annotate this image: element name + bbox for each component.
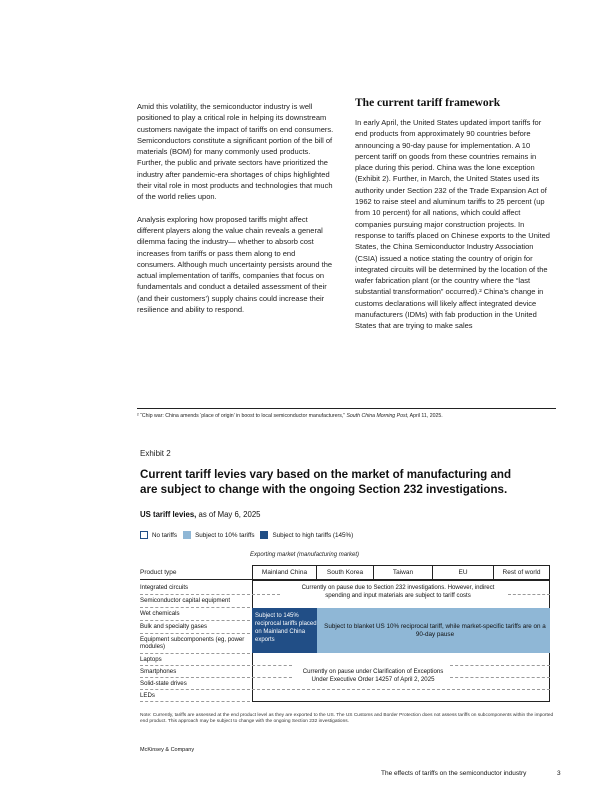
legend-swatch-10-percent bbox=[183, 531, 191, 539]
row-separator bbox=[140, 701, 250, 702]
cell-separator bbox=[252, 665, 292, 666]
footer-title: The effects of tariffs on the semiconductor industry bbox=[381, 770, 527, 777]
row-wet-chemicals: Wet chemicals bbox=[140, 610, 180, 617]
section-heading: The current tariff framework bbox=[355, 97, 501, 109]
row-integrated-circuits: Integrated circuits bbox=[140, 584, 189, 591]
legend-item-high bbox=[260, 531, 353, 539]
row-semiconductor-capital-equipment: Semiconductor capital equipment bbox=[140, 597, 231, 604]
header-rest-of-world: Rest of world bbox=[493, 565, 550, 580]
row-separator bbox=[140, 677, 250, 678]
chart-subtitle-bold: US tariff levies, bbox=[140, 510, 197, 519]
header-taiwan: Taiwan bbox=[373, 565, 433, 580]
exhibit-label: Exhibit 2 bbox=[140, 449, 171, 458]
left-column bbox=[137, 101, 335, 326]
cell-separator bbox=[450, 665, 550, 666]
row-separator bbox=[140, 607, 250, 608]
section-232-pause-note: Currently on pause due to Section 232 investigations. However, indirect spending and input materials are subject to tariff costs bbox=[288, 584, 508, 600]
cell-separator bbox=[450, 677, 550, 678]
row-bulk-specialty-gases: Bulk and specialty gases bbox=[140, 623, 208, 630]
row-equipment-subcomponents: Equipment subcomponents (eg, power modules) bbox=[140, 636, 245, 650]
china-145-note: Subject to 145% reciprocal tariffs placed on Mainland China exports bbox=[255, 613, 317, 643]
cell-separator bbox=[508, 594, 550, 595]
right-column bbox=[355, 117, 553, 343]
legend-item-no-tariffs bbox=[140, 531, 177, 539]
legend bbox=[140, 531, 359, 539]
row-separator bbox=[140, 633, 250, 634]
brand-name: McKinsey & Company bbox=[140, 747, 195, 753]
chart-note: Note: Currently, tariffs are assessed at the end product level as they are exported to the US. The US Customs and Border Protection does not assess tariffs on subcomponents within the imported end product. This approach may be subject to change with the ongoing Section 232 investigations. bbox=[140, 713, 554, 725]
header-mainland-china: Mainland China bbox=[252, 565, 317, 580]
header-divider bbox=[140, 579, 252, 580]
legend-label: No tariffs bbox=[152, 531, 178, 539]
cell-separator bbox=[252, 689, 550, 690]
row-smartphones: Smartphones bbox=[140, 668, 177, 675]
header-eu: EU bbox=[432, 565, 494, 580]
footnote-source: South China Morning Post bbox=[346, 413, 408, 419]
row-separator bbox=[140, 653, 250, 654]
footnote bbox=[137, 413, 443, 419]
row-separator bbox=[140, 594, 250, 595]
row-laptops: Laptops bbox=[140, 656, 162, 663]
cell-separator bbox=[252, 677, 292, 678]
cell-separator bbox=[252, 594, 280, 595]
footnote-marker: ² bbox=[137, 413, 139, 419]
row-separator bbox=[140, 689, 250, 690]
blanket-10-note: Subject to blanket US 10% reciprocal tariff, while market-specific tariffs are on a 90-day pause bbox=[324, 623, 546, 638]
legend-swatch-no-tariffs bbox=[140, 531, 148, 539]
row-leds: LEDs bbox=[140, 692, 155, 699]
product-type-header: Product type bbox=[140, 569, 177, 576]
header-south-korea: South Korea bbox=[316, 565, 374, 580]
chart-subtitle-date: as of May 6, 2025 bbox=[196, 510, 261, 519]
exhibit-title: Current tariff levies vary based on the market of manufacturing and are subject to change with the ongoing Section 232 investigations. bbox=[140, 468, 512, 496]
footnote-divider bbox=[137, 408, 556, 409]
legend-label: Subject to high tariffs (145%) bbox=[272, 531, 354, 539]
framework-paragraph: In early April, the United States updated import tariffs for end products from approximately 90 countries before announcing a 90-day pause for implementation. A 10 percent tariff on goods from these countries remains in place during this period. China was the lone exception (Exhibit 2). Further, in March, the United States used its authority under Section 232 of the Trade Expansion Act of 1962 to raise steel and aluminum tariffs to 25 percent (up from 10 percent) for all nations, which could affect companies pursuing major construction projects. In response to tariffs placed on Chinese exports to the United States, the China Semiconductor Industry Association (CSIA) issued a notice stating the country of origin for integrated circuits will be determined by the location of the wafer fabrication plant (or the country where the “last substantial transformation” occurred).² China’s change in customs declarations will likely affect integrated device manufacturers (IDMs) with fab production in the United States that are trying to make sales bbox=[355, 118, 550, 331]
page-number: 3 bbox=[557, 770, 561, 777]
exporting-market-label: Exporting market (manufacturing market) bbox=[250, 552, 360, 558]
intro-paragraph-1: Amid this volatility, the semiconductor industry is well positioned to play a critical role in helping its downstream customers navigate the impact of tariffs on end consumers. Semiconductors constitute a significant portion of the bill of materials (BOM) for many commonly used products. Further, the public and private sectors have prioritized the industry after pandemic-era shortages of chips highlighted their vital role in most products and technologies that much of the world relies upon. bbox=[137, 102, 334, 202]
row-separator bbox=[140, 665, 250, 666]
legend-item-10-percent bbox=[183, 531, 254, 539]
intro-paragraph-2: Analysis exploring how proposed tariffs might affect different players along the value chain reveals a general dilemma facing the industry— whether to absorb cost increases from tariffs or pass them along to end consumers. Although much uncertainty persists around the actual implementation of tariffs, companies that focus on fundamentals and conduct a detailed assessment of their (and their customers’) supply chains could increase their resilience and ability to respond. bbox=[137, 214, 333, 315]
row-solid-state-drives: Solid-state drives bbox=[140, 680, 187, 687]
chart-subtitle bbox=[140, 510, 261, 519]
legend-swatch-high bbox=[260, 531, 268, 539]
row-separator bbox=[140, 620, 250, 621]
footnote-text: “Chip war: China amends ‘place of origin’ in boost to local semiconductor manufacturers,” bbox=[140, 413, 347, 419]
footnote-date: , April 11, 2025. bbox=[407, 413, 443, 419]
executive-order-pause-note: Currently on pause under Clarification of Exceptions Under Executive Order 14257 of April 2, 2025 bbox=[296, 668, 450, 684]
legend-label: Subject to 10% tariffs bbox=[195, 531, 255, 539]
